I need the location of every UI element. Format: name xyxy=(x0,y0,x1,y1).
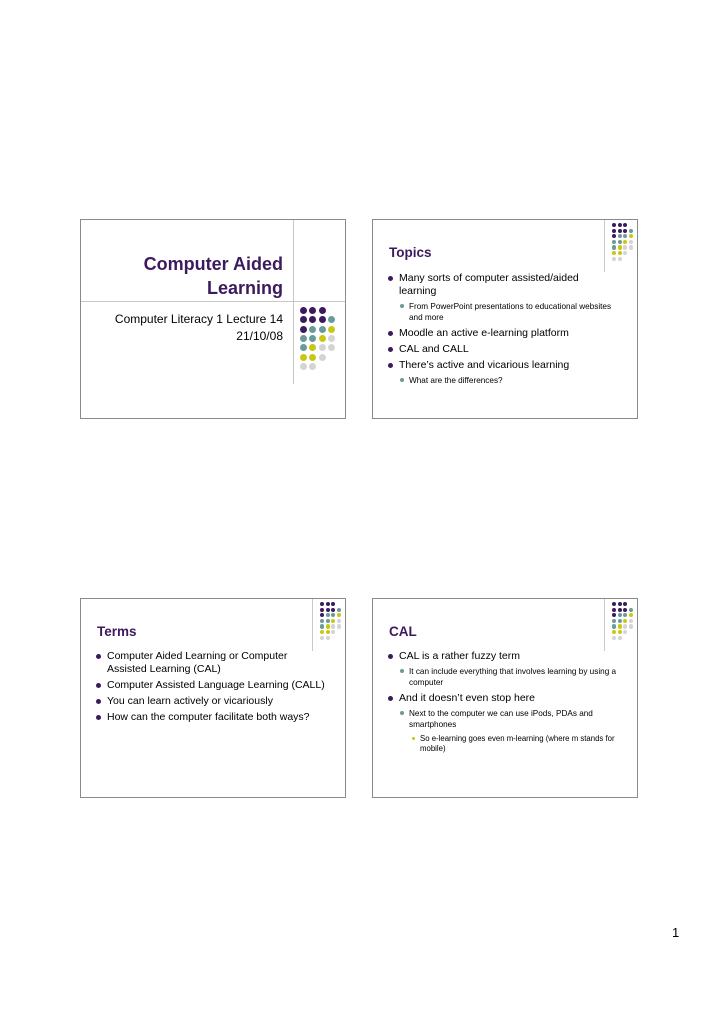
slide-topics xyxy=(372,219,638,419)
decorative-dot xyxy=(319,316,326,323)
decorative-dot xyxy=(300,363,307,370)
bullet-item: So e-learning goes even m-learning (where m stands for mobile) xyxy=(411,734,617,754)
decorative-dot xyxy=(612,245,616,249)
decorative-dot xyxy=(623,619,627,623)
decorative-dot xyxy=(320,608,324,612)
decorative-dot xyxy=(320,602,324,606)
decorative-dot xyxy=(623,223,627,227)
decorative-dot xyxy=(629,624,633,628)
decorative-dot xyxy=(612,234,616,238)
bullet-item: CAL is a rather fuzzy term xyxy=(387,650,617,663)
bullet-item: There’s active and vicarious learning xyxy=(387,359,617,372)
decorative-dot xyxy=(300,335,307,342)
slide-title-heading xyxy=(93,252,283,300)
decorative-dot xyxy=(337,613,341,617)
bullet-item: CAL and CALL xyxy=(387,343,617,356)
decorative-dot xyxy=(300,307,307,314)
decorative-dot xyxy=(618,619,622,623)
decorative-dot xyxy=(328,326,335,333)
decorative-dot xyxy=(618,630,622,634)
decorative-dot xyxy=(629,608,633,612)
decorative-dot xyxy=(618,608,622,612)
decorative-dot xyxy=(328,316,335,323)
title-line-1: Computer Aided xyxy=(143,254,283,274)
decorative-dot xyxy=(618,240,622,244)
decorative-dot xyxy=(629,229,633,233)
decorative-dot xyxy=(618,245,622,249)
bullet-list xyxy=(95,650,325,727)
bullet-item: From PowerPoint presentations to educational websites and more xyxy=(399,301,617,323)
bullet-item: Many sorts of computer assisted/aided learning xyxy=(387,272,617,298)
decorative-dot xyxy=(328,335,335,342)
decorative-dot xyxy=(309,344,316,351)
decorative-dot xyxy=(618,624,622,628)
decorative-dot xyxy=(319,344,326,351)
bullet-item: Computer Aided Learning or Computer Assisted Learning (CAL) xyxy=(95,650,325,676)
decorative-dot xyxy=(612,223,616,227)
decorative-dot xyxy=(612,602,616,606)
decorative-dot xyxy=(300,354,307,361)
vertical-divider xyxy=(293,220,294,384)
decorative-dot xyxy=(629,619,633,623)
decorative-dot xyxy=(328,344,335,351)
bullet-item: And it doesn’t even stop here xyxy=(387,692,617,705)
decorative-dot xyxy=(331,619,335,623)
decorative-dot xyxy=(612,624,616,628)
slide-terms xyxy=(80,598,346,798)
decorative-dot xyxy=(612,229,616,233)
decorative-dot xyxy=(629,240,633,244)
slide-heading: Topics xyxy=(389,245,432,260)
decorative-dot xyxy=(618,234,622,238)
decorative-dot xyxy=(331,624,335,628)
vertical-divider xyxy=(604,599,605,651)
decorative-dot xyxy=(320,613,324,617)
subtitle-lecture: Computer Literacy 1 Lecture 14 xyxy=(114,312,283,326)
bullet-item: What are the differences? xyxy=(399,375,617,386)
decorative-dot xyxy=(320,630,324,634)
decorative-dot xyxy=(326,608,330,612)
decorative-dot xyxy=(309,363,316,370)
decorative-dot xyxy=(612,240,616,244)
slide-cal xyxy=(372,598,638,798)
decorative-dot xyxy=(623,630,627,634)
decorative-dot xyxy=(320,619,324,623)
decorative-dot xyxy=(326,619,330,623)
decorative-dot xyxy=(612,257,616,261)
decorative-dot xyxy=(618,602,622,606)
decorative-dot xyxy=(319,307,326,314)
decorative-dot xyxy=(612,630,616,634)
decorative-dot xyxy=(300,316,307,323)
bullet-list xyxy=(387,272,617,390)
decorative-dot xyxy=(331,602,335,606)
decorative-dot xyxy=(309,326,316,333)
decorative-dot xyxy=(337,619,341,623)
decorative-dot xyxy=(623,624,627,628)
decorative-dot xyxy=(629,245,633,249)
decorative-dot xyxy=(618,257,622,261)
decorative-dot xyxy=(331,608,335,612)
decorative-dot xyxy=(618,636,622,640)
decorative-dot xyxy=(300,344,307,351)
decorative-dot xyxy=(309,316,316,323)
decorative-dot xyxy=(309,307,316,314)
decorative-dot xyxy=(320,636,324,640)
slide-title xyxy=(80,219,346,419)
vertical-divider xyxy=(604,220,605,272)
decorative-dot xyxy=(326,624,330,628)
decorative-dot xyxy=(309,354,316,361)
bullet-item: You can learn actively or vicariously xyxy=(95,695,325,708)
decorative-dot xyxy=(623,613,627,617)
decorative-dot xyxy=(319,326,326,333)
subtitle-date: 21/10/08 xyxy=(236,329,283,343)
decorative-dot xyxy=(319,335,326,342)
decorative-dot xyxy=(623,240,627,244)
bullet-item: Moodle an active e-learning platform xyxy=(387,327,617,340)
decorative-dot xyxy=(612,608,616,612)
decorative-dot xyxy=(618,251,622,255)
decorative-dot xyxy=(618,229,622,233)
decorative-dot xyxy=(612,636,616,640)
decorative-dot xyxy=(618,613,622,617)
decorative-dot xyxy=(623,245,627,249)
decorative-dot xyxy=(326,636,330,640)
decorative-dot xyxy=(331,630,335,634)
title-line-2: Learning xyxy=(206,278,283,298)
bullet-item: Computer Assisted Language Learning (CALL) xyxy=(95,679,325,692)
decorative-dot xyxy=(612,613,616,617)
decorative-dot xyxy=(618,223,622,227)
decorative-dot xyxy=(623,602,627,606)
vertical-divider xyxy=(312,599,313,651)
decorative-dot xyxy=(629,234,633,238)
decorative-dot xyxy=(326,613,330,617)
bullet-list xyxy=(387,650,617,757)
decorative-dot xyxy=(320,624,324,628)
decorative-dot xyxy=(623,234,627,238)
decorative-dot xyxy=(319,354,326,361)
decorative-dot xyxy=(326,602,330,606)
page-number: 1 xyxy=(672,925,680,940)
bullet-item: It can include everything that involves learning by using a computer xyxy=(399,666,617,688)
decorative-dot xyxy=(300,326,307,333)
decorative-dot xyxy=(612,619,616,623)
decorative-dot xyxy=(309,335,316,342)
slide-heading: Terms xyxy=(97,624,137,639)
decorative-dot xyxy=(331,613,335,617)
decorative-dot xyxy=(326,630,330,634)
horizontal-divider xyxy=(81,301,345,302)
slide-heading: CAL xyxy=(389,624,417,639)
bullet-item: Next to the computer we can use iPods, PDAs and smartphones xyxy=(399,708,617,730)
decorative-dot xyxy=(612,251,616,255)
decorative-dot xyxy=(623,251,627,255)
decorative-dot xyxy=(629,613,633,617)
decorative-dot xyxy=(337,624,341,628)
decorative-dot xyxy=(623,608,627,612)
decorative-dot xyxy=(623,229,627,233)
decorative-dot xyxy=(337,608,341,612)
bullet-item: How can the computer facilitate both ways? xyxy=(95,711,325,724)
